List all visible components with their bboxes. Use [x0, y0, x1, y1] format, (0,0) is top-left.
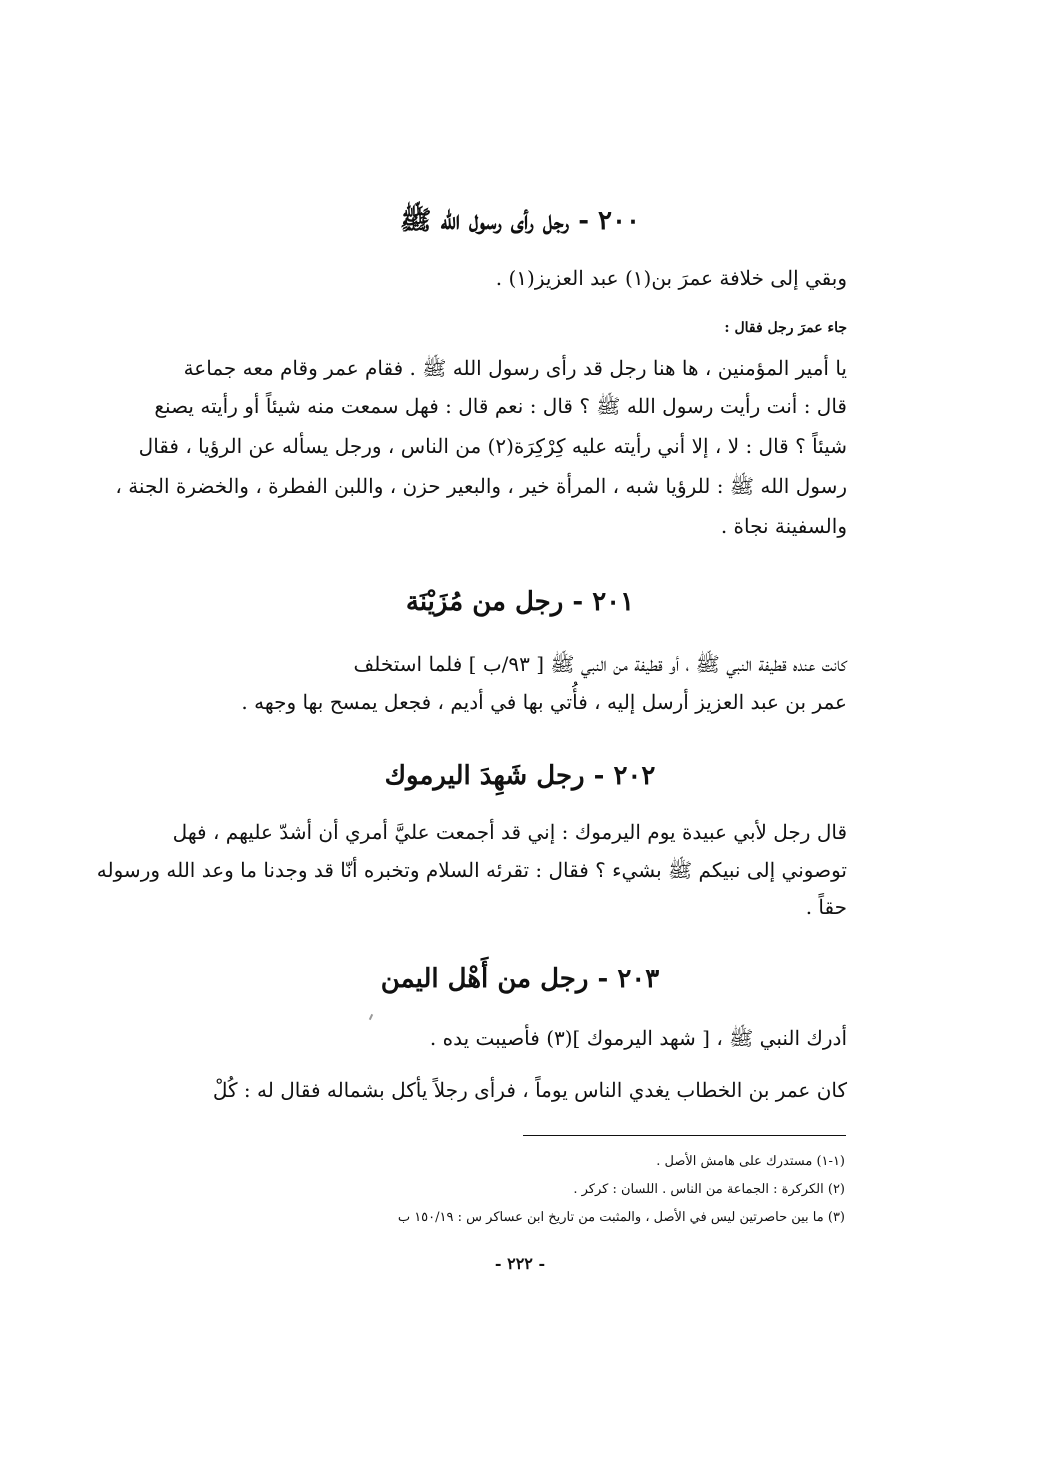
footnote-1: (١-١) مستدرك على هامش الأصل .	[656, 1154, 845, 1169]
section-202-heading: ٢٠٢ - رجل شَهِدَ اليرموك	[384, 761, 656, 791]
section-201-line-2: عمر بن عبد العزيز أرسل إليه ، فأُتي بها في أديم ، فجعل يمسح بها وجهه .	[241, 690, 847, 714]
section-200-line-2: قال : أنت رأيت رسول الله ﷺ ؟ قال : نعم قال : فهل سمعت منه شيئاً أو رأيته يصنع	[154, 394, 847, 418]
page-number: - ٢٢٢ -	[494, 1254, 546, 1273]
section-200-line-1: يا أمير المؤمنين ، ها هنا رجل قد رأى رسول الله ﷺ . فقام عمر وقام معه جماعة	[183, 356, 847, 380]
footnote-3: (٣) ما بين حاصرتين ليس في الأصل ، والمثبت من تاريخ ابن عساكر س : ١٥٠/١٩ ب	[397, 1210, 845, 1225]
section-202-line-2: توصوني إلى نبيكم ﷺ بشيء ؟ فقال : تقرئه السلام وتخبره أنّا قد وجدنا ما وعد الله ورسوله	[96, 858, 847, 882]
section-200-subheading: جاء عمرَ رجل فقال :	[724, 320, 847, 336]
section-203-heading: ٢٠٣ - رجل من أَهْل اليمن	[380, 964, 660, 994]
section-203-line-2: كان عمر بن الخطاب يغدي الناس يوماً ، فرأى رجلاً يأكل بشماله فقال له : كُلْ	[212, 1078, 847, 1102]
section-200-line-3: شيئاً ؟ قال : لا ، إلا أني رأيته عليه كِرْكِرَة(٢) من الناس ، ورجل يسأله عن الرؤيا ، فقال	[138, 434, 847, 458]
footnote-2: (٢) الكركرة : الجماعة من الناس . اللسان : كركر .	[573, 1182, 845, 1197]
footnote-divider	[523, 1135, 846, 1136]
section-200-line-5: والسفينة نجاة .	[720, 514, 847, 538]
section-200-heading: ٢٠٠ - رجل رأى رسول الله ﷺ	[400, 206, 640, 236]
section-201-line-1: كانت عنده قطيفة النبي ﷺ ، أو قطيفة من النبي ﷺ [ ٩٣/ب ] فلما استخلف	[353, 652, 847, 676]
scan-speck	[369, 1014, 373, 1020]
section-203-line-1: أدرك النبي ﷺ ، [ شهد اليرموك ](٣) فأصيبت يده .	[429, 1026, 847, 1050]
section-202-line-1: قال رجل لأبي عبيدة يوم اليرموك : إني قد أجمعت عليَّ أمري أن أشدّ عليهم ، فهل	[172, 820, 847, 844]
section-202-line-3: حقاً .	[805, 895, 847, 919]
section-201-heading: ٢٠١ - رجل من مُزَيْنَة	[405, 587, 635, 617]
section-200-line-4: رسول الله ﷺ : للرؤيا شبه ، المرأة خير ، والبعير حزن ، واللبن الفطرة ، والخضرة الجنة ،	[115, 474, 847, 498]
section-200-intro: وبقي إلى خلافة عمرَ بن(١) عبد العزيز(١) .	[495, 266, 847, 290]
